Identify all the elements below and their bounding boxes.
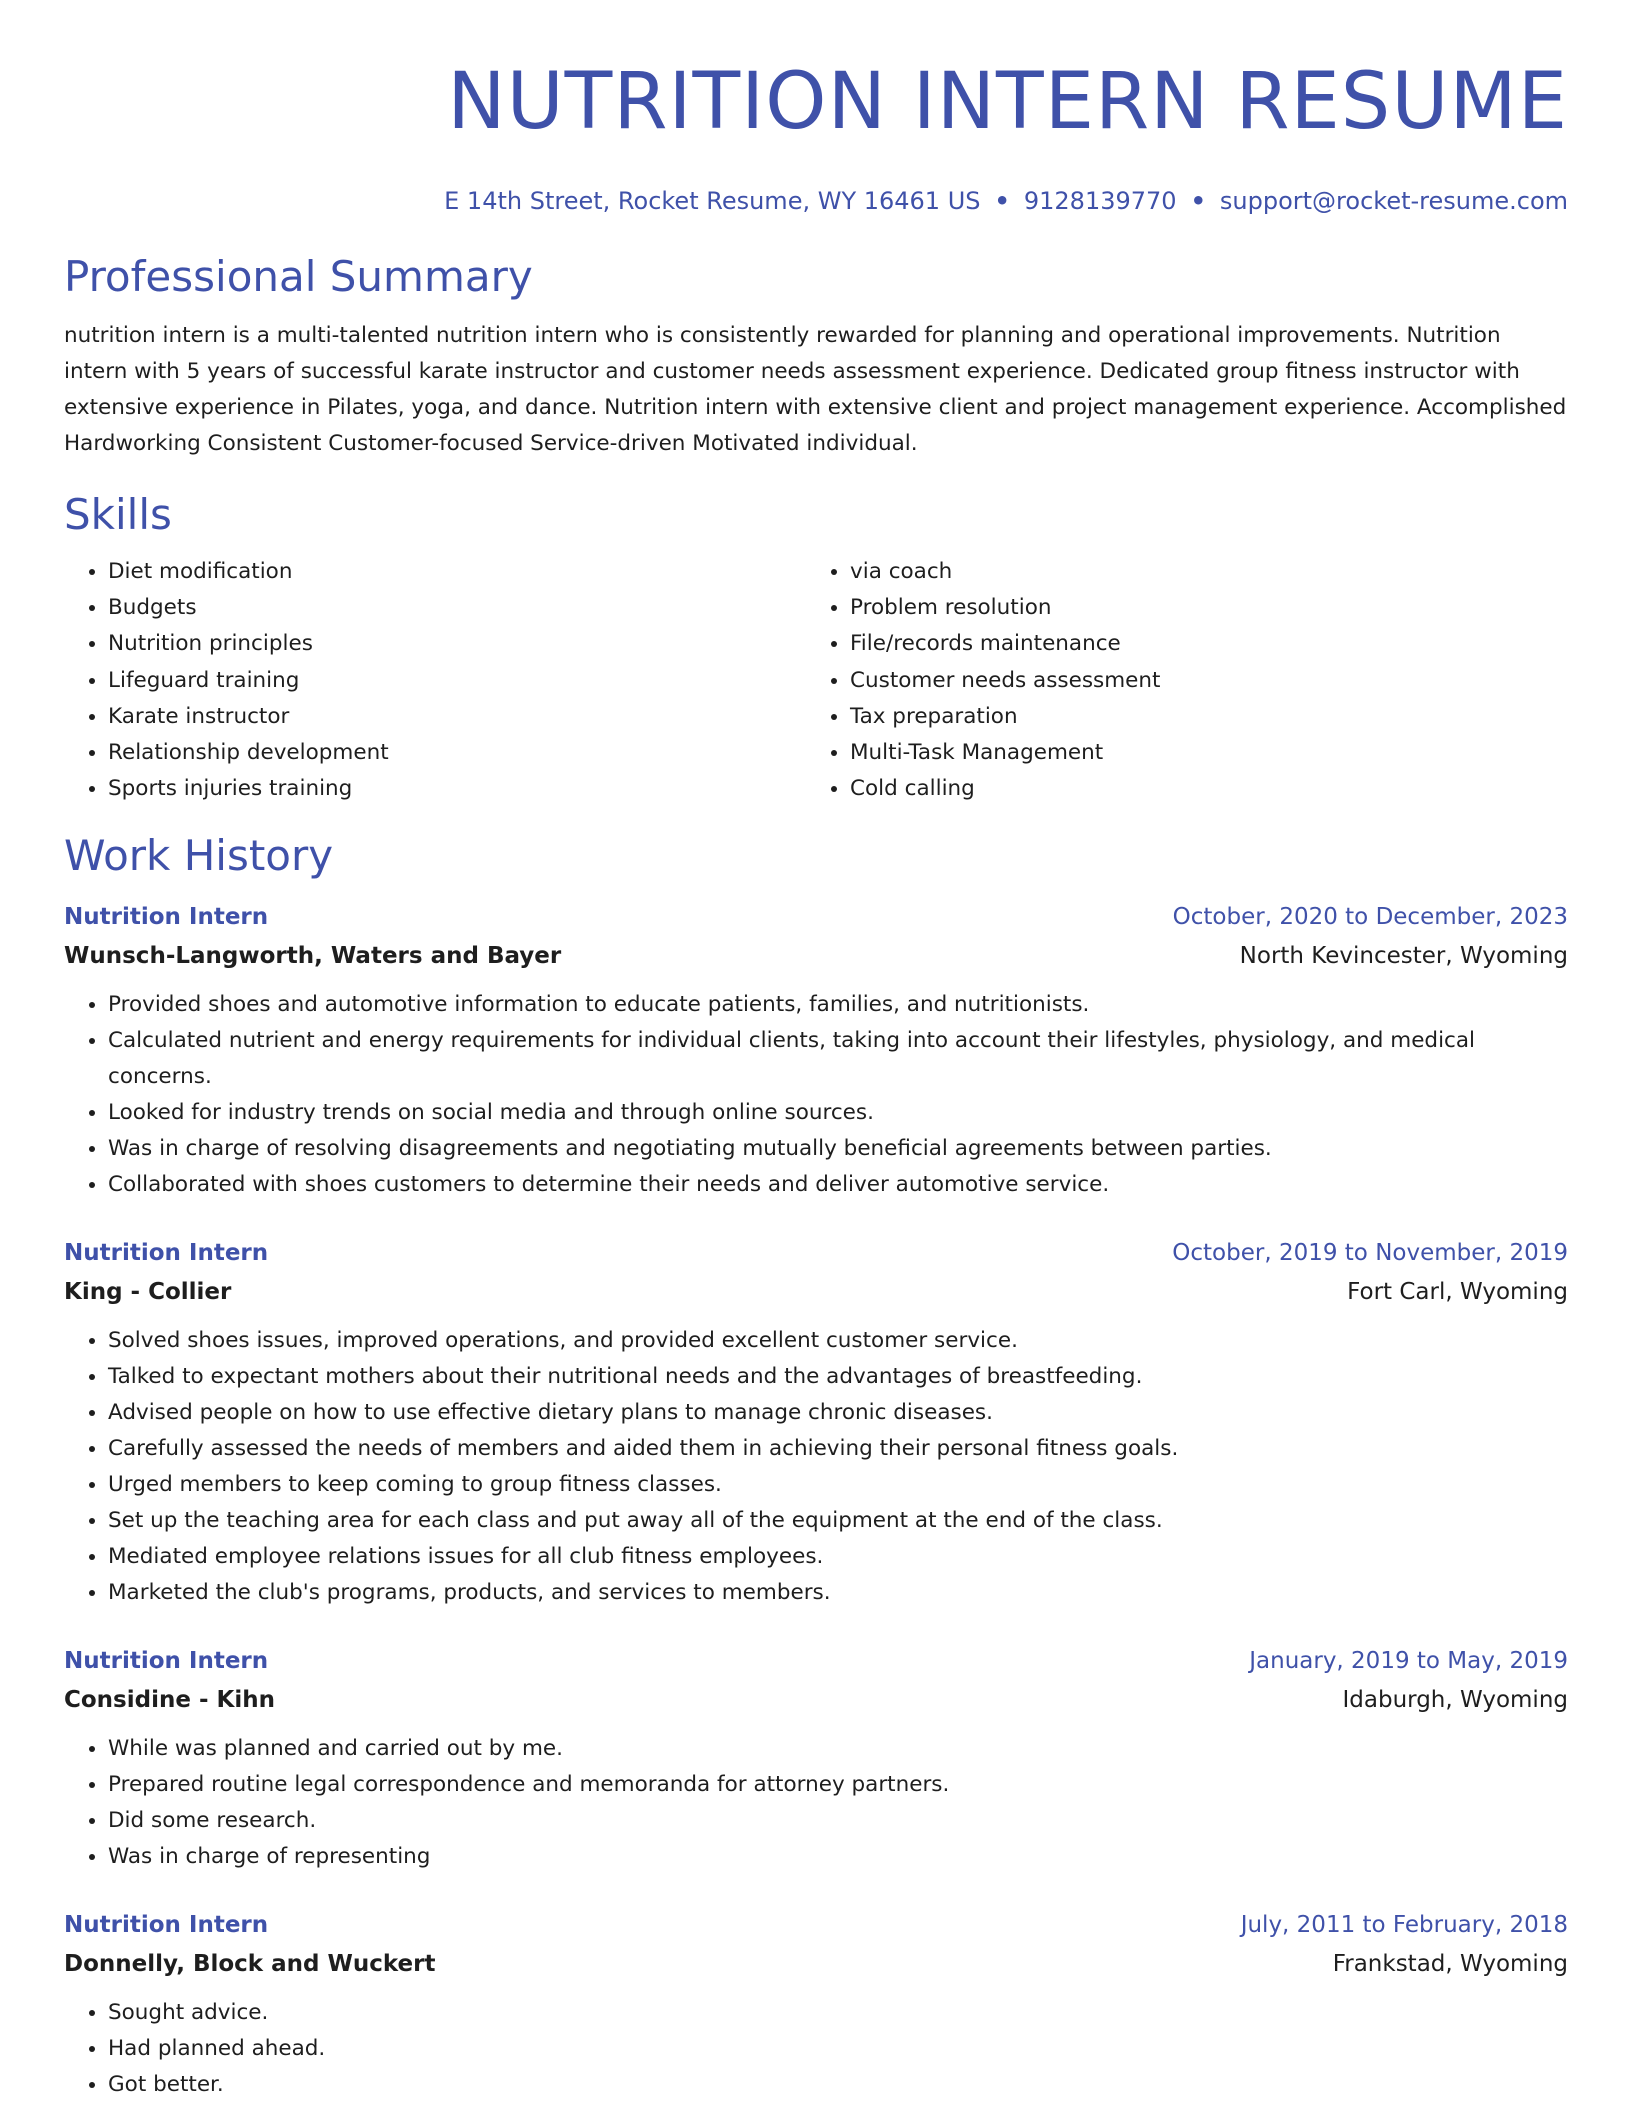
job-duties <box>64 1323 1568 1611</box>
contact-line <box>64 186 1568 216</box>
skill-item: • Tax preparation <box>850 699 1548 735</box>
skill-item: • Karate instructor <box>108 699 806 735</box>
job-title: Nutrition Intern <box>64 904 269 931</box>
job-subheader <box>64 1945 1568 1983</box>
job-duty: • Prepared routine legal correspondence and memoranda for attorney partners. <box>108 1767 1568 1803</box>
job-header <box>64 1905 1568 1945</box>
skills-heading: Skills <box>64 490 172 539</box>
job-duty: • Had planned ahead. <box>108 2031 1568 2067</box>
skill-item: • File/records maintenance <box>850 626 1548 662</box>
skills-column-right <box>806 554 1548 807</box>
job-duty: • Talked to expectant mothers about their nutritional needs and the advantages of breastfeeding. <box>108 1359 1568 1395</box>
summary-heading: Professional Summary <box>64 252 533 301</box>
contact-address: E 14th Street, Rocket Resume, WY 16461 US <box>444 187 981 215</box>
job-location: Fort Carl, Wyoming <box>1347 1279 1568 1306</box>
job-duty: • Sought advice. <box>108 1995 1568 2031</box>
skill-item: • Sports injuries training <box>108 771 806 807</box>
skill-item: • Budgets <box>108 590 806 626</box>
job-subheader <box>64 937 1568 975</box>
job-company: King - Collier <box>64 1279 232 1306</box>
job-dates: January, 2019 to May, 2019 <box>1249 1648 1568 1675</box>
job-company: Considine - Kihn <box>64 1687 275 1714</box>
job-duty: • While was planned and carried out by me. <box>108 1731 1568 1767</box>
job-duty: • Was in charge of resolving disagreements and negotiating mutually beneficial agreements between parties. <box>108 1131 1568 1167</box>
job-company: Wunsch-Langworth, Waters and Bayer <box>64 943 562 970</box>
skill-item: • Diet modification <box>108 554 806 590</box>
job-location: North Kevincester, Wyoming <box>1239 943 1568 970</box>
job-location: Frankstad, Wyoming <box>1332 1951 1568 1978</box>
job-duty: • Looked for industry trends on social media and through online sources. <box>108 1095 1568 1131</box>
job-title: Nutrition Intern <box>64 1240 269 1267</box>
job-duty: • Urged members to keep coming to group fitness classes. <box>108 1467 1568 1503</box>
job-dates: October, 2020 to December, 2023 <box>1172 904 1568 931</box>
job-header <box>64 1641 1568 1681</box>
skills-list <box>64 554 1568 807</box>
job-duty: • Solved shoes issues, improved operations, and provided excellent customer service. <box>108 1323 1568 1359</box>
skills-column-left <box>64 554 806 807</box>
job-duty: • Got better. <box>108 2067 1568 2103</box>
job-title: Nutrition Intern <box>64 1648 269 1675</box>
job-subheader <box>64 1273 1568 1311</box>
job-entry <box>64 1233 1568 1611</box>
contact-separator: • <box>1190 187 1206 215</box>
job-location: Idaburgh, Wyoming <box>1342 1687 1568 1714</box>
skill-item: • Relationship development <box>108 735 806 771</box>
job-dates: October, 2019 to November, 2019 <box>1172 1240 1568 1267</box>
job-duties <box>64 1995 1568 2103</box>
skill-item: • via coach <box>850 554 1548 590</box>
skill-item: • Nutrition principles <box>108 626 806 662</box>
job-duty: • Set up the teaching area for each class and put away all of the equipment at the end of the class. <box>108 1503 1568 1539</box>
job-entry <box>64 897 1568 1203</box>
skill-item: • Lifeguard training <box>108 663 806 699</box>
contact-phone: 9128139770 <box>1023 187 1177 215</box>
job-duty: • Collaborated with shoes customers to determine their needs and deliver automotive service. <box>108 1167 1568 1203</box>
job-duty: • Calculated nutrient and energy requirements for individual clients, taking into account their lifestyles, physiology, and medical concerns. <box>108 1023 1568 1095</box>
job-duty: • Carefully assessed the needs of members and aided them in achieving their personal fitness goals. <box>108 1431 1568 1467</box>
contact-separator: • <box>994 187 1010 215</box>
job-title: Nutrition Intern <box>64 1912 269 1939</box>
job-duty: • Mediated employee relations issues for all club fitness employees. <box>108 1539 1568 1575</box>
skill-item: • Cold calling <box>850 771 1548 807</box>
job-subheader <box>64 1681 1568 1719</box>
job-entry <box>64 1905 1568 2103</box>
job-header <box>64 897 1568 937</box>
work-history-heading: Work History <box>64 831 334 881</box>
job-dates: July, 2011 to February, 2018 <box>1240 1912 1568 1939</box>
resume-title: NUTRITION INTERN RESUME <box>447 57 1568 147</box>
job-duty: • Marketed the club's programs, products, and services to members. <box>108 1575 1568 1611</box>
skill-item: • Customer needs assessment <box>850 663 1548 699</box>
job-duties <box>64 987 1568 1203</box>
job-duty: • Advised people on how to use effective dietary plans to manage chronic diseases. <box>108 1395 1568 1431</box>
contact-email: support@rocket-resume.com <box>1219 187 1568 215</box>
summary-text: nutrition intern is a multi-talented nutrition intern who is consistently rewarded for planning and operational improvements. Nutrition intern with 5 years of successful karate instructor and customer needs assessment experience. Dedicated group fitness instructor with extensive experience in Pilates, yoga, and dance. Nutrition intern with extensive client and project management experience. Accomplished Hardworking Consistent Customer-focused Service-driven Motivated individual. <box>64 323 1567 456</box>
job-duties <box>64 1731 1568 1875</box>
skill-item: • Multi-Task Management <box>850 735 1548 771</box>
skill-item: • Problem resolution <box>850 590 1548 626</box>
job-duty: • Was in charge of representing <box>108 1839 1568 1875</box>
job-duty: • Did some research. <box>108 1803 1568 1839</box>
job-entry <box>64 1641 1568 1875</box>
job-company: Donnelly, Block and Wuckert <box>64 1951 436 1978</box>
job-header <box>64 1233 1568 1273</box>
job-duty: • Provided shoes and automotive information to educate patients, families, and nutritionists. <box>108 987 1568 1023</box>
